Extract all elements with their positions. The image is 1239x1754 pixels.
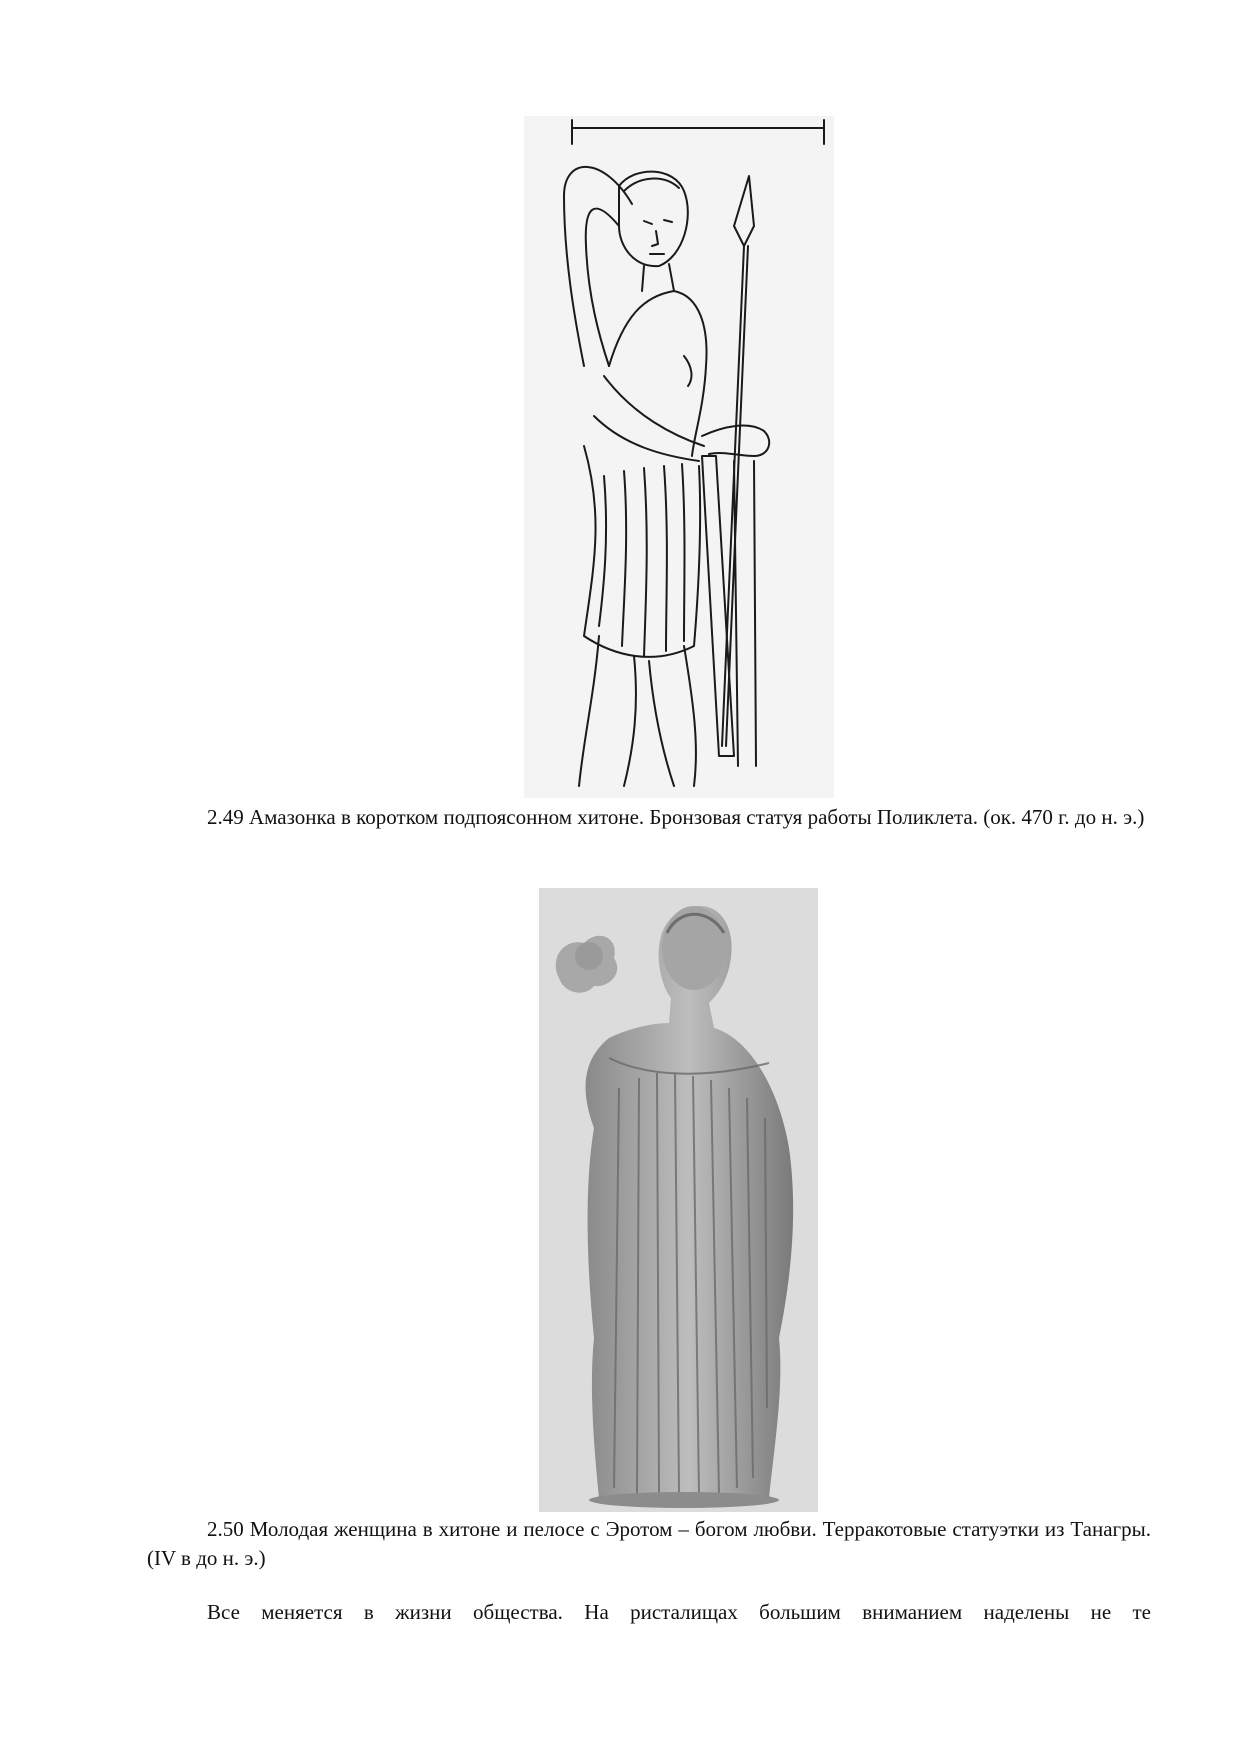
body-paragraph	[147, 1598, 1151, 1627]
caption-text: Амазонка в коротком подпоясонном хитоне. Бронзовая статуя работы Поликлета. (ок. 470 г. до н. э.)	[249, 805, 1145, 829]
figure-caption-2-49	[147, 803, 1151, 832]
figure-tanagra-figurine-photo	[539, 888, 818, 1512]
body-text: Все меняется в жизни общества. На ристалищах большим вниманием наделены не те	[207, 1600, 1151, 1624]
caption-number: 2.50	[207, 1517, 244, 1541]
caption-number: 2.49	[207, 805, 244, 829]
amazon-drawing-illustration	[524, 116, 834, 798]
figure-amazon-drawing	[524, 116, 834, 798]
tanagra-figurine-illustration	[539, 888, 818, 1512]
caption-text: Молодая женщина в хитоне и пелосе с Эротом – богом любви. Терракотовые статуэтки из Танагры. (IV в до н. э.)	[147, 1517, 1152, 1570]
figure-caption-2-50	[147, 1515, 1151, 1573]
